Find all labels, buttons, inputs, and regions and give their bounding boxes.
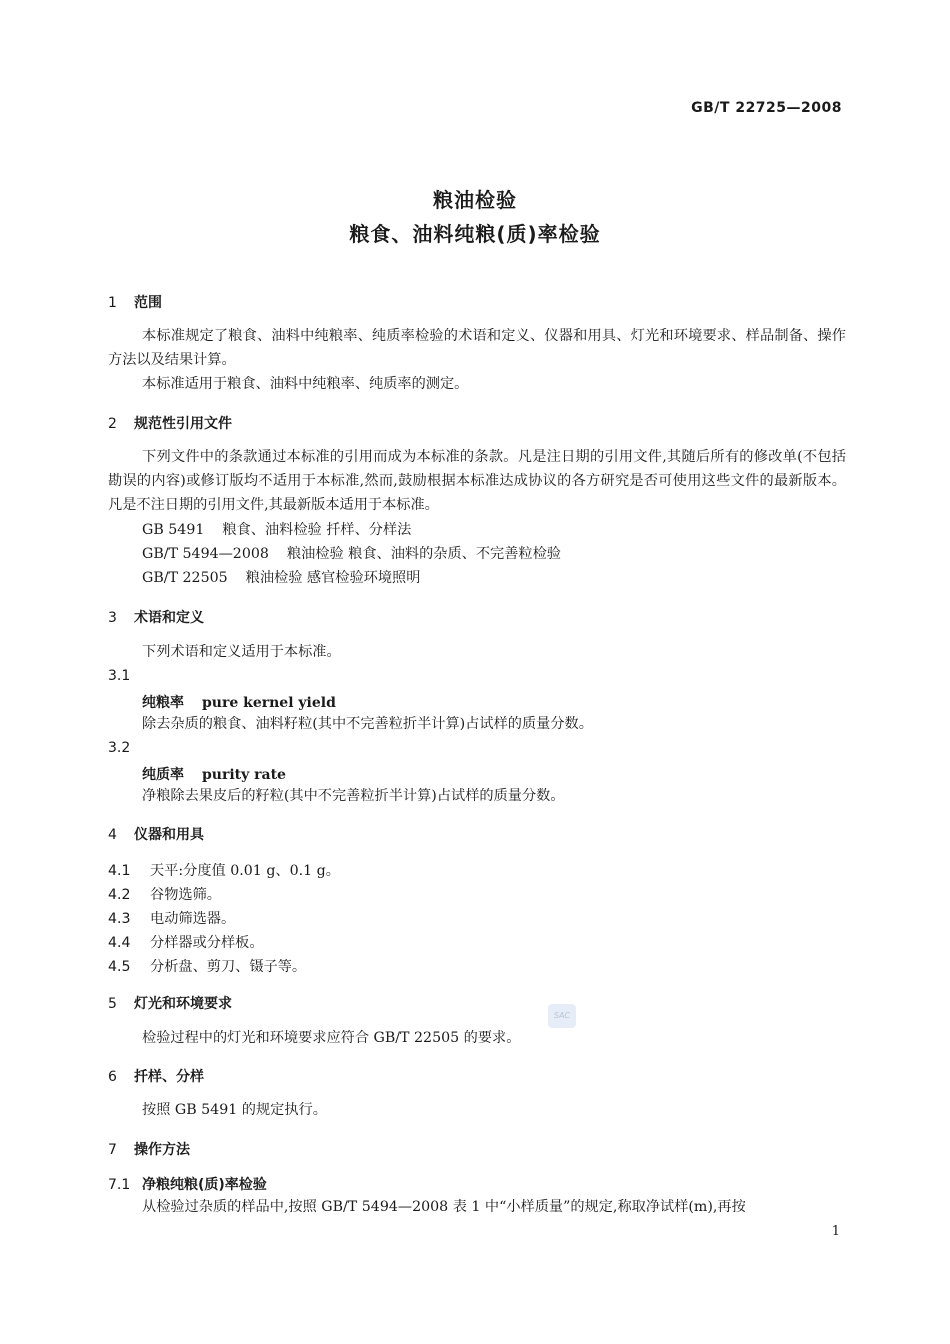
term-zh: 纯粮率 <box>142 695 184 711</box>
section-number: 5 <box>108 996 117 1012</box>
item-number: 4.2 <box>108 887 131 903</box>
section-6-heading <box>108 1066 204 1086</box>
title-line-1: 粮油检验 <box>433 188 517 212</box>
subsection-number: 7.1 <box>108 1177 131 1193</box>
section-title: 仪器和用具 <box>134 827 204 843</box>
section-number: 4 <box>108 827 117 843</box>
sac-watermark-logo: SAC <box>548 1004 576 1028</box>
item-text: 谷物选筛。 <box>150 887 221 903</box>
list-item <box>108 908 235 928</box>
section-4-heading <box>108 824 204 844</box>
item-number: 4.1 <box>108 863 131 879</box>
section-title: 操作方法 <box>134 1142 190 1158</box>
section-number: 1 <box>108 295 117 311</box>
section-number: 7 <box>108 1142 117 1158</box>
section-title: 灯光和环境要求 <box>134 996 232 1012</box>
subsection-title: 净粮纯粮(质)率检验 <box>142 1177 267 1193</box>
list-item <box>108 932 264 952</box>
reference-title: 粮油检验 粮食、油料的杂质、不完善粒检验 <box>286 546 561 562</box>
title-line-2: 粮食、油料纯粮(质)率检验 <box>349 222 601 246</box>
section-number: 2 <box>108 416 117 432</box>
list-item <box>108 956 306 976</box>
item-number: 4.3 <box>108 911 131 927</box>
item-number: 4.4 <box>108 935 131 951</box>
reference-title: 粮食、油料检验 扦样、分样法 <box>222 522 412 538</box>
section-title: 范围 <box>134 295 162 311</box>
section-7-heading <box>108 1139 190 1159</box>
section-3-heading <box>108 607 204 627</box>
reference-code: GB 5491 <box>142 522 205 538</box>
reference-1 <box>142 518 411 542</box>
section-6-paragraph-1: 按照 GB 5491 的规定执行。 <box>142 1102 327 1118</box>
term-name <box>142 764 286 784</box>
section-1-heading <box>108 292 162 312</box>
section-5-paragraph-1: 检验过程中的灯光和环境要求应符合 GB/T 22505 的要求。 <box>142 1030 521 1046</box>
term-en: purity rate <box>202 767 286 783</box>
section-title: 术语和定义 <box>134 610 204 626</box>
standard-number: GB/T 22725—2008 <box>691 100 842 116</box>
section-2-heading <box>108 413 232 433</box>
term-number: 3.1 <box>108 668 131 684</box>
list-item <box>108 860 340 880</box>
reference-2 <box>142 542 561 566</box>
reference-code: GB/T 22505 <box>142 570 228 586</box>
item-number: 4.5 <box>108 959 131 975</box>
reference-title: 粮油检验 感官检验环境照明 <box>245 570 421 586</box>
page-number: 1 <box>831 1224 840 1239</box>
section-number: 3 <box>108 610 117 626</box>
item-text: 电动筛选器。 <box>150 911 236 927</box>
section-7-paragraph-1: 从检验过杂质的样品中,按照 GB/T 5494—2008 表 1 中“小样质量”的规定,称取净试样(m),再按 <box>142 1199 746 1215</box>
term-zh: 纯质率 <box>142 767 184 783</box>
item-text: 天平:分度值 0.01 g、0.1 g。 <box>150 863 340 879</box>
term-definition: 净粮除去果皮后的籽粒(其中不完善粒折半计算)占试样的质量分数。 <box>142 788 565 804</box>
term-en: pure kernel yield <box>202 695 336 711</box>
section-title: 扦样、分样 <box>134 1069 204 1085</box>
term-number: 3.2 <box>108 740 131 756</box>
term-name <box>142 692 336 712</box>
section-5-heading <box>108 993 232 1013</box>
reference-3 <box>142 566 420 590</box>
item-text: 分析盘、剪刀、镊子等。 <box>150 959 307 975</box>
section-2-paragraph-1: 下列文件中的条款通过本标准的引用而成为本标准的条款。凡是注日期的引用文件,其随后所有的修改单(不包括勘误的内容)或修订版均不适用于本标准,然而,鼓励根据本标准达成协议的各方研究是否可使用这些文件的最新版本。凡是不注日期的引用文件,其最新版本适用于本标准。 <box>108 449 846 513</box>
reference-code: GB/T 5494—2008 <box>142 546 269 562</box>
section-1-paragraph-2: 本标准适用于粮食、油料中纯粮率、纯质率的测定。 <box>142 376 469 392</box>
item-text: 分样器或分样板。 <box>150 935 264 951</box>
section-3-paragraph-1: 下列术语和定义适用于本标准。 <box>142 644 341 660</box>
list-item <box>108 884 221 904</box>
section-title: 规范性引用文件 <box>134 416 232 432</box>
section-number: 6 <box>108 1069 117 1085</box>
term-definition: 除去杂质的粮食、油料籽粒(其中不完善粒折半计算)占试样的质量分数。 <box>142 716 593 732</box>
section-1-paragraph-1: 本标准规定了粮食、油料中纯粮率、纯质率检验的术语和定义、仪器和用具、灯光和环境要求、样品制备、操作方法以及结果计算。 <box>108 328 846 368</box>
subsection-7-1-heading <box>108 1174 267 1194</box>
